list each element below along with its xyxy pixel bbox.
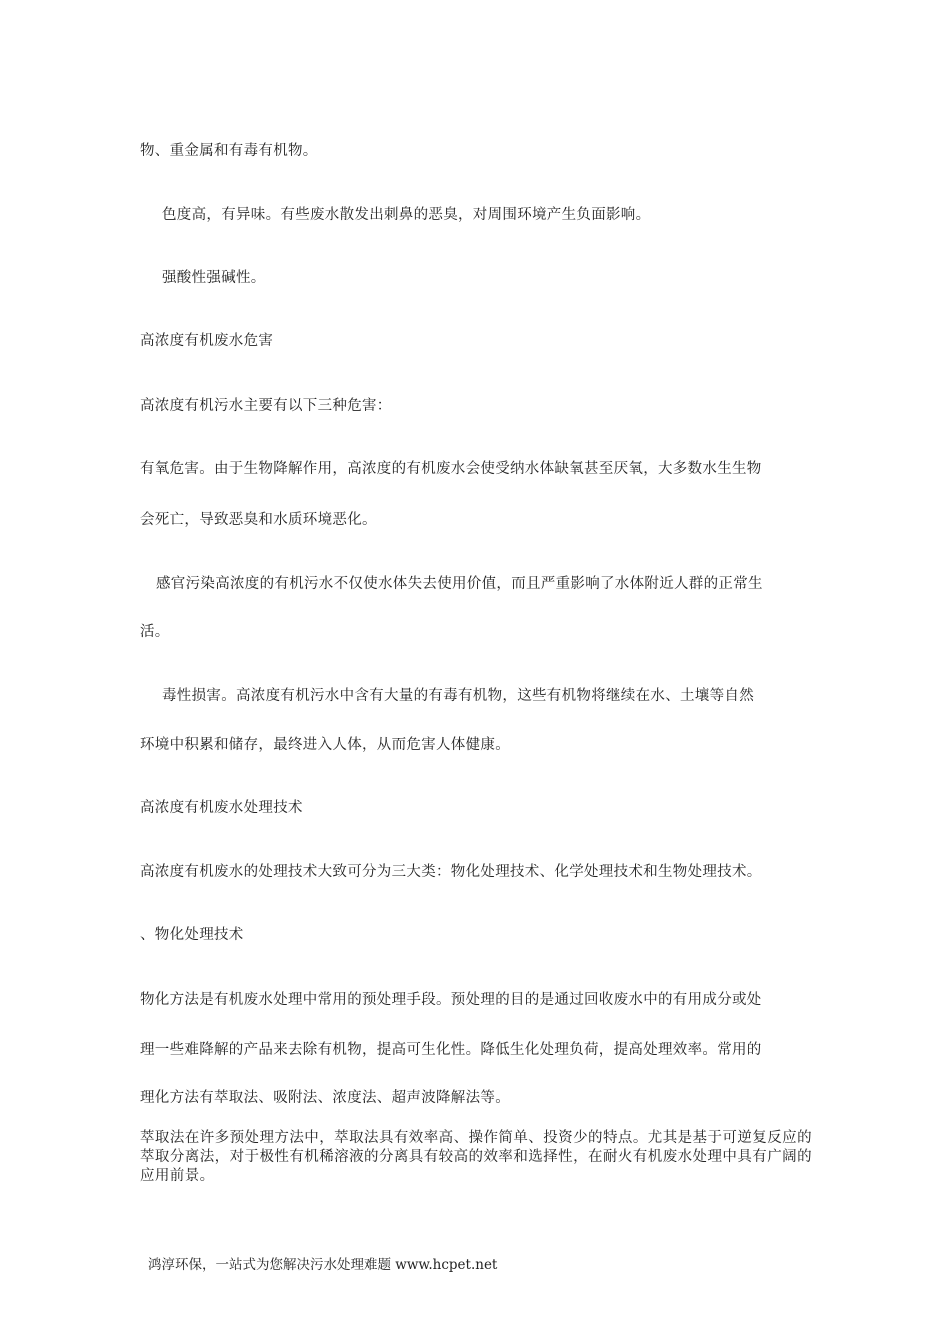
text-line: 高浓度有机污水主要有以下三种危害：	[140, 398, 392, 414]
text-line: 感官污染高浓度的有机污水不仅使水体失去使用价值，而且严重影响了水体附近人群的正常生	[156, 576, 763, 592]
page-footer: 鸿淳环保，一站式为您解决污水处理难题 www.hcpet.net	[148, 1257, 498, 1273]
text-line: 色度高，有异味。有些废水散发出刺鼻的恶臭，对周围环境产生负面影响。	[162, 207, 651, 223]
text-line: 毒性损害。高浓度有机污水中含有大量的有毒有机物，这些有机物将继续在水、土壤等自然	[162, 688, 754, 704]
section-heading: 、物化处理技术	[140, 927, 244, 943]
text-line: 强酸性强碱性。	[162, 270, 266, 286]
text-line: 物化方法是有机废水处理中常用的预处理手段。预处理的目的是通过回收废水中的有用成分或处	[140, 992, 762, 1008]
text-line: 有氧危害。由于生物降解作用，高浓度的有机废水会使受纳水体缺氧甚至厌氧，大多数水生生物	[140, 461, 762, 477]
paragraph: 萃取法在许多预处理方法中，萃取法具有效率高、操作简单、投资少的特点。尤其是基于可逆复反应的萃取分离法，对于极性有机稀溶液的分离具有较高的效率和选择性，在耐火有机废水处理中具有广阔的应用前景。	[140, 1130, 812, 1184]
text-line: 高浓度有机废水的处理技术大致可分为三大类：物化处理技术、化学处理技术和生物处理技术。	[140, 864, 762, 880]
text-line: 理化方法有萃取法、吸附法、浓度法、超声波降解法等。	[140, 1090, 510, 1106]
text-line: 环境中积累和储存，最终进入人体，从而危害人体健康。	[140, 737, 510, 753]
text-line: 理一些难降解的产品来去除有机物，提高可生化性。降低生化处理负荷，提高处理效率。常用的	[140, 1042, 762, 1058]
text-line: 会死亡，导致恶臭和水质环境恶化。	[140, 512, 377, 528]
section-heading: 高浓度有机废水危害	[140, 333, 274, 349]
text-line: 活。	[140, 624, 170, 640]
text-line: 物、重金属和有毒有机物。	[140, 143, 318, 159]
section-heading: 高浓度有机废水处理技术	[140, 800, 303, 816]
